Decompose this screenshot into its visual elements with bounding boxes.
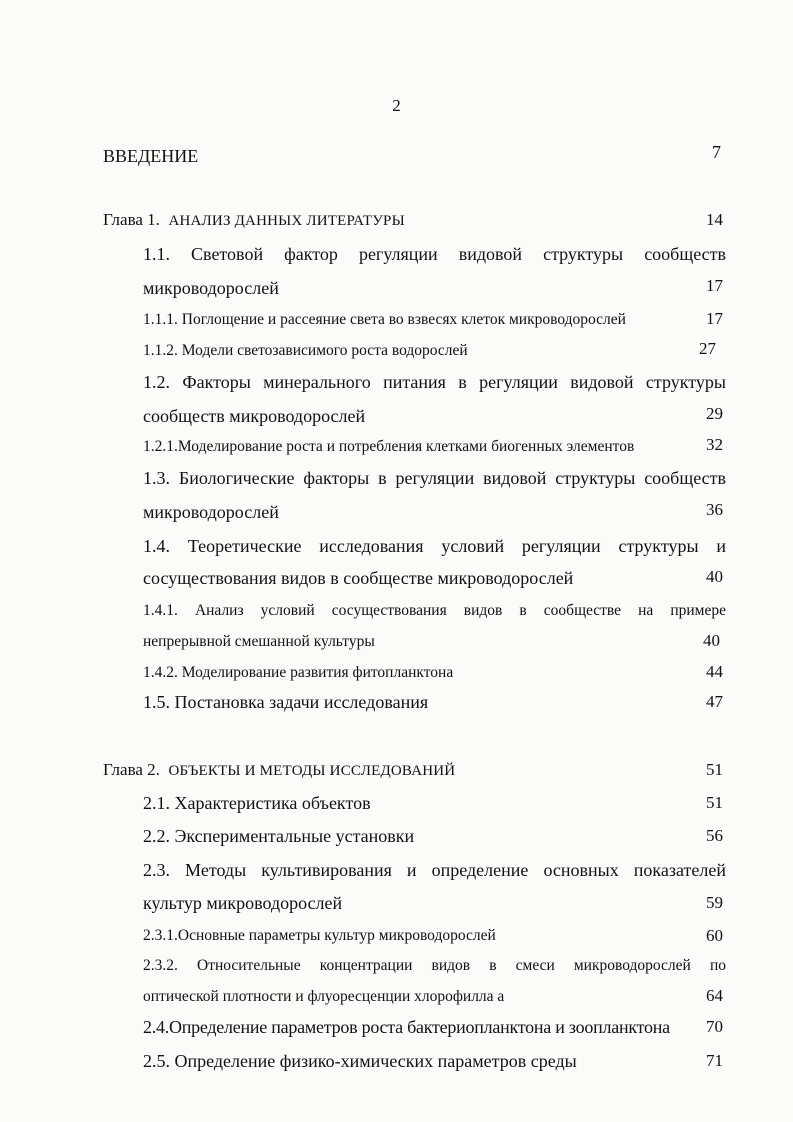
toc-item-1-4-1-line1: 1.4.1. Анализ условий сосуществования видов в сообществе на примере — [143, 602, 726, 619]
toc-item-1-2-1: 1.2.1.Моделирование роста и потребления клетками биогенных элементов — [143, 438, 635, 455]
toc-item-2-4-page: 70 — [706, 1017, 723, 1036]
toc-intro-page: 7 — [712, 142, 721, 162]
toc-item-1-1-2-page: 27 — [699, 339, 716, 358]
toc-item-1-1-2: 1.1.2. Модели светозависимого роста водорослей — [143, 342, 468, 359]
toc-item-2-5-page: 71 — [706, 1051, 723, 1070]
toc-item-2-2: 2.2. Экспериментальные установки — [143, 826, 415, 846]
chapter2-prefix: Глава 2. — [103, 760, 160, 779]
toc-item-1-1-1-page: 17 — [706, 309, 723, 328]
toc-item-1-4-page: 40 — [706, 567, 723, 586]
toc-item-1-2-1-page: 32 — [706, 435, 723, 454]
toc-item-1-1-1: 1.1.1. Поглощение и рассеяние света во взвесях клеток микроводорослей — [143, 311, 626, 328]
toc-item-2-3-1-page: 60 — [706, 926, 723, 945]
toc-item-2-5: 2.5. Определение физико-химических параметров среды — [143, 1051, 577, 1071]
chapter1-prefix: Глава 1. — [103, 210, 160, 229]
toc-item-1-1-line1: 1.1. Световой фактор регуляции видовой структуры сообществ — [143, 244, 726, 264]
toc-item-2-3-2-line1: 2.3.2. Относительные концентрации видов в смеси микроводорослей по — [143, 957, 726, 974]
toc-item-1-3-line1: 1.3. Биологические факторы в регуляции видовой структуры сообществ — [143, 468, 726, 488]
toc-item-1-4-1-page: 40 — [703, 631, 720, 650]
toc-item-2-3-2-page: 64 — [706, 986, 723, 1005]
page-number: 2 — [392, 96, 401, 115]
toc-item-1-2-page: 29 — [706, 404, 723, 423]
toc-item-2-3-line2: культур микроводорослей — [143, 893, 343, 913]
toc-item-2-3-page: 59 — [706, 893, 723, 912]
toc-item-2-4: 2.4.Определение параметров роста бактериопланктона и зоопланктона — [143, 1017, 670, 1037]
chapter1-heading — [103, 209, 405, 232]
toc-item-2-1-page: 51 — [706, 793, 723, 812]
toc-item-1-3-line2: микроводорослей — [143, 502, 279, 522]
toc-item-1-5: 1.5. Постановка задачи исследования — [143, 692, 429, 712]
toc-intro-title: ВВЕДЕНИЕ — [103, 146, 199, 166]
chapter1-page: 14 — [706, 210, 723, 229]
toc-item-2-3-2-line2: оптической плотности и флуоресценции хлорофилла а — [143, 988, 505, 1005]
toc-item-1-3-page: 36 — [706, 500, 723, 519]
toc-item-1-2-line2: сообществ микроводорослей — [143, 406, 366, 426]
chapter1-title: АНАЛИЗ ДАННЫХ ЛИТЕРАТУРЫ — [168, 213, 405, 229]
toc-item-1-1-line2: микроводорослей — [143, 278, 279, 298]
chapter2-page: 51 — [706, 760, 723, 779]
chapter2-heading — [103, 759, 455, 782]
toc-item-1-1-page: 17 — [706, 276, 723, 295]
toc-item-1-4-line1: 1.4. Теоретические исследования условий регуляции структуры и — [143, 536, 726, 556]
toc-item-2-2-page: 56 — [706, 826, 723, 845]
toc-item-2-3-1: 2.3.1.Основные параметры культур микроводорослей — [143, 927, 496, 944]
toc-item-1-5-page: 47 — [706, 692, 723, 711]
toc-item-1-2-line1: 1.2. Факторы минерального питания в регуляции видовой структуры — [143, 372, 726, 392]
toc-item-2-3-line1: 2.3. Методы культивирования и определение основных показателей — [143, 860, 726, 880]
toc-item-2-1: 2.1. Характеристика объектов — [143, 793, 371, 813]
toc-item-1-4-2: 1.4.2. Моделирование развития фитопланктона — [143, 664, 454, 681]
toc-item-1-4-2-page: 44 — [706, 662, 723, 681]
toc-item-1-4-line2: сосуществования видов в сообществе микроводорослей — [143, 568, 574, 588]
toc-item-1-4-1-line2: непрерывной смешанной культуры — [143, 633, 375, 650]
chapter2-title: ОБЪЕКТЫ И МЕТОДЫ ИССЛЕДОВАНИЙ — [168, 763, 456, 779]
